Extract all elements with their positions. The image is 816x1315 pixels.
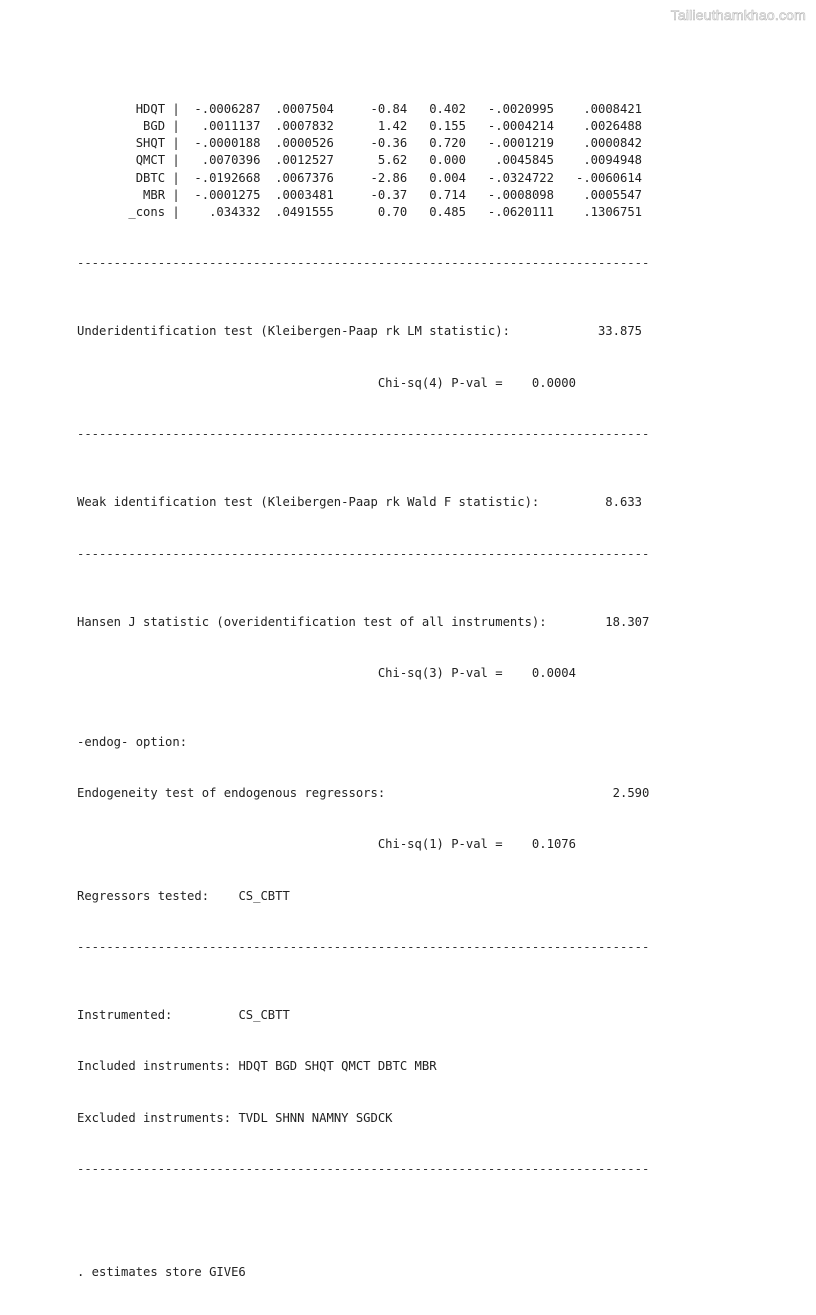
var-cell: SHQT | <box>77 136 180 151</box>
weakid-label: Weak identification test (Kleibergen-Paap rk Wald F statistic): <box>77 495 540 510</box>
p-cell: 0.004 <box>407 170 466 185</box>
endog-option-line: -endog- option: <box>77 734 188 749</box>
excluded-instruments-value: TVDL SHNN NAMNY SGDCK <box>238 1110 393 1125</box>
endog-chi-label: Chi-sq(1) P-val = <box>77 837 503 852</box>
underid-label: Underidentification test (Kleibergen-Paap rk LM statistic): <box>77 324 510 339</box>
z-cell: 1.42 <box>333 119 408 134</box>
table-row <box>77 135 649 152</box>
coefficient-table <box>77 101 649 221</box>
separator-line: ------------------------------------------------------------------------------ <box>77 256 650 271</box>
var-cell: QMCT | <box>77 153 180 168</box>
ci-high-cell: .0008421 <box>553 102 643 117</box>
endog-chi-value: 0.1076 <box>502 837 576 852</box>
coef-cell: .0070396 <box>179 153 261 168</box>
p-cell: 0.485 <box>407 204 466 219</box>
hansen-value: 18.307 <box>546 615 650 629</box>
included-instruments-value: HDQT BGD SHQT QMCT DBTC MBR <box>238 1059 437 1074</box>
included-instruments-label: Included instruments: <box>77 1059 239 1074</box>
coef-cell: -.0192668 <box>179 170 261 185</box>
coef-cell: -.0006287 <box>179 102 261 117</box>
ci-low-cell: -.0620111 <box>465 204 554 219</box>
instrumented-line <box>77 1007 649 1024</box>
hansen-label: Hansen J statistic (overidentification test of all instruments): <box>77 615 547 629</box>
watermark: Tailieuthamkhao.com <box>670 7 806 23</box>
p-cell: 0.402 <box>407 102 466 117</box>
ci-high-cell: .0000842 <box>553 136 643 151</box>
z-cell: -2.86 <box>333 170 408 185</box>
hansen-chi-label: Chi-sq(3) P-val = <box>77 666 503 681</box>
underid-chi-value: 0.0000 <box>502 375 576 390</box>
z-cell: 5.62 <box>333 153 408 168</box>
hansen-chi-line <box>77 665 649 682</box>
se-cell: .0067376 <box>260 170 334 185</box>
instrumented-label: Instrumented: <box>77 1008 239 1023</box>
p-cell: 0.714 <box>407 187 466 202</box>
z-cell: 0.70 <box>333 204 408 219</box>
hansen-chi-value: 0.0004 <box>502 666 576 681</box>
regressors-tested-value: CS_CBTT <box>238 888 290 903</box>
var-cell: DBTC | <box>77 170 180 185</box>
p-cell: 0.720 <box>407 136 466 151</box>
instrumented-value: CS_CBTT <box>238 1008 290 1023</box>
z-cell: -0.36 <box>333 136 408 151</box>
excluded-instruments-line <box>77 1110 649 1127</box>
table-row <box>77 118 649 135</box>
se-cell: .0491555 <box>260 204 334 219</box>
var-cell: MBR | <box>77 187 180 202</box>
ci-high-cell: .0005547 <box>553 187 643 202</box>
ci-high-cell: .1306751 <box>553 204 643 219</box>
var-cell: _cons | <box>77 204 180 219</box>
ci-high-cell: .0094948 <box>553 153 643 168</box>
table-row <box>77 204 649 221</box>
underid-chi-label: Chi-sq(4) P-val = <box>77 375 503 390</box>
table-row <box>77 152 649 169</box>
se-cell: .0012527 <box>260 153 334 168</box>
var-cell: BGD | <box>77 119 180 134</box>
endog-value: 2.590 <box>385 785 650 800</box>
z-cell: -0.84 <box>333 102 408 117</box>
endog-chi-line <box>77 836 649 853</box>
z-cell: -0.37 <box>333 187 408 202</box>
se-cell: .0000526 <box>260 136 334 151</box>
se-cell: .0007504 <box>260 102 334 117</box>
var-cell: HDQT | <box>77 102 180 117</box>
ci-low-cell: -.0001219 <box>465 136 554 151</box>
underid-chi-line <box>77 375 649 392</box>
p-cell: 0.155 <box>407 119 466 134</box>
coef-cell: -.0000188 <box>179 136 261 151</box>
se-cell: .0003481 <box>260 187 334 202</box>
weakid-test-line <box>77 494 649 511</box>
stata-command: . estimates store GIVE6 <box>77 1264 246 1279</box>
ci-low-cell: .0045845 <box>465 153 554 168</box>
endog-test-line <box>77 785 649 802</box>
regressors-tested-line <box>77 888 649 905</box>
hansen-test-line <box>77 614 649 631</box>
ci-high-cell: .0026488 <box>553 119 643 134</box>
separator-line: ------------------------------------------------------------------------------ <box>77 426 650 441</box>
ci-high-cell: -.0060614 <box>553 170 643 185</box>
ci-low-cell: -.0324722 <box>465 170 554 185</box>
stata-output <box>77 67 649 1315</box>
table-row <box>77 170 649 187</box>
underid-test-line <box>77 323 649 340</box>
separator-line: ------------------------------------------------------------------------------ <box>77 546 650 561</box>
coef-cell: .0011137 <box>179 119 261 134</box>
blank-line <box>77 1212 649 1229</box>
table-row <box>77 187 649 204</box>
p-cell: 0.000 <box>407 153 466 168</box>
coef-cell: .034332 <box>179 204 261 219</box>
included-instruments-line <box>77 1058 649 1075</box>
separator-line: ------------------------------------------------------------------------------ <box>77 1162 650 1176</box>
regressors-tested-label: Regressors tested: <box>77 888 239 903</box>
weakid-value: 8.633 <box>539 495 642 510</box>
excluded-instruments-label: Excluded instruments: <box>77 1110 239 1125</box>
se-cell: .0007832 <box>260 119 334 134</box>
ci-low-cell: -.0008098 <box>465 187 554 202</box>
underid-value: 33.875 <box>509 324 642 339</box>
endog-label: Endogeneity test of endogenous regressors: <box>77 785 386 800</box>
ci-low-cell: -.0020995 <box>465 102 554 117</box>
coef-cell: -.0001275 <box>179 187 261 202</box>
table-row <box>77 101 649 118</box>
separator-line: ------------------------------------------------------------------------------ <box>77 939 650 954</box>
ci-low-cell: -.0004214 <box>465 119 554 134</box>
